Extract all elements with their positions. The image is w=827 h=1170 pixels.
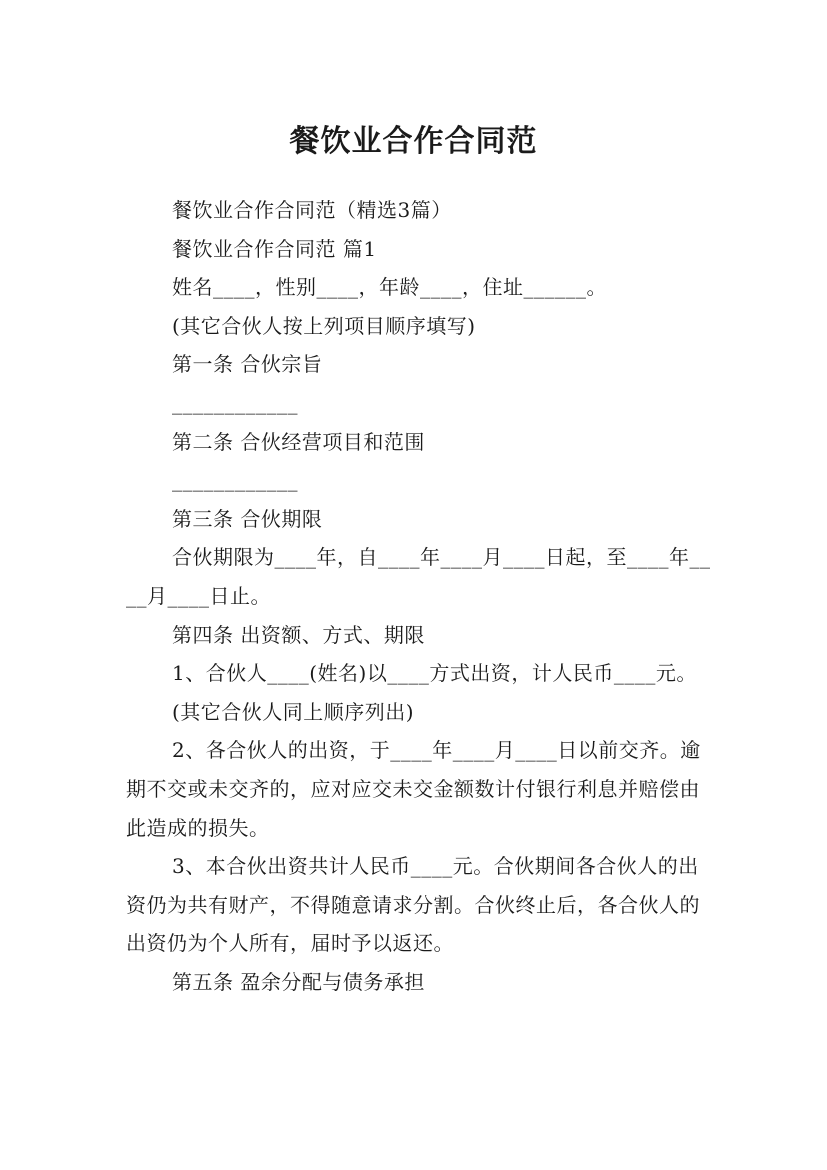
- partner-info-line: 姓名____，性别____，年龄____，住址______。: [172, 275, 607, 300]
- article-4-heading: 第四条 出资额、方式、期限: [172, 622, 425, 647]
- note-line: (其它合伙人按上列项目顺序填写): [172, 313, 476, 338]
- document-body: [126, 191, 716, 1001]
- contribution-paragraph-3: 3、本合伙出资共计人民币____元。合伙期间各合伙人的出资仍为共有财产，不得随意请求分割。合伙终止后，各合伙人的出资仍为个人所有，届时予以返还。: [126, 854, 700, 956]
- blank-line: ____________: [172, 468, 298, 493]
- article-5-heading: 第五条 盈余分配与债务承担: [172, 969, 425, 994]
- article-1-heading: 第一条 合伙宗旨: [172, 352, 323, 377]
- note-line: (其它合伙人同上顺序列出): [172, 699, 415, 724]
- blank-line: ____________: [172, 390, 298, 415]
- document-title: 餐饮业合作合同范: [289, 124, 538, 160]
- section-heading: 餐饮业合作合同范 篇1: [172, 236, 377, 261]
- contribution-paragraph-1: 1、合伙人____(姓名)以____方式出资，计人民币____元。: [172, 661, 697, 686]
- article-3-heading: 第三条 合伙期限: [172, 506, 323, 531]
- contribution-paragraph-2: 2、各合伙人的出资，于____年____月____日以前交齐。逾期不交或未交齐的，应对应交未交金额数计付银行利息并赔偿由此造成的损失。: [126, 738, 701, 840]
- article-2-heading: 第二条 合伙经营项目和范围: [172, 429, 425, 454]
- term-paragraph: 合伙期限为____年，自____年____月____日起，至____年____月____日止。: [126, 545, 711, 608]
- subtitle-line: 餐饮业合作合同范（精选3篇）: [172, 198, 452, 222]
